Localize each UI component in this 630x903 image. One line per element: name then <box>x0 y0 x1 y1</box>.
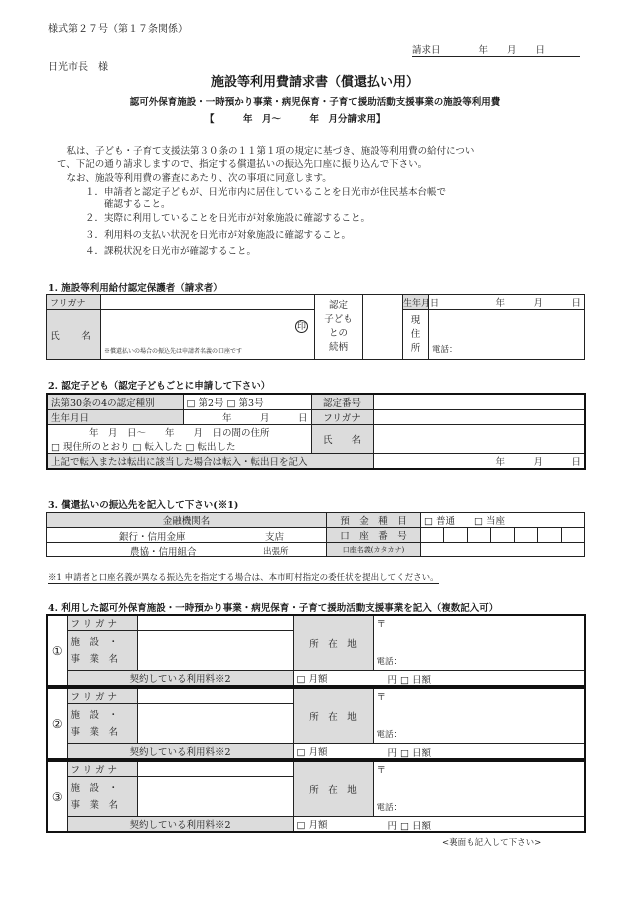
name-input[interactable] <box>101 310 315 360</box>
facility-table <box>46 614 586 687</box>
furigana-input[interactable] <box>101 295 315 310</box>
child-dob-input[interactable]: 年 月 日 <box>183 410 311 425</box>
bank-type-2: 農協・信用組合 <box>130 547 197 558</box>
child-dob-label: 生年月日 <box>47 410 183 425</box>
bank-footnote: ※1 申請者と口座名義が異なる振込先を指定する場合は、本市町村指定の委任状を提出してください。 <box>48 573 439 583</box>
seal-icon: 印 <box>296 322 306 332</box>
location-input[interactable] <box>373 761 585 817</box>
account-name-label: 口座名義(カタカナ) <box>327 543 421 557</box>
facility-number: ① <box>47 615 67 686</box>
facility-furigana-label: フリガナ <box>67 761 137 777</box>
child-furigana-input[interactable] <box>373 410 585 425</box>
account-no-input[interactable] <box>421 528 585 543</box>
facility-phone-label: 電話： <box>376 730 403 740</box>
facility-name-input[interactable] <box>137 704 293 744</box>
section3-heading: 3. 償還払いの振込先を記入して下さい(※1) <box>48 500 239 511</box>
facility-name-input[interactable] <box>137 777 293 817</box>
deposit-type-label: 預 金 種 目 <box>327 513 421 528</box>
request-date: 請求日 年 月 日 <box>412 42 580 57</box>
bank-type-1: 銀行・信用金庫 <box>119 532 186 543</box>
intro-line: て、下記の通り請求しますので、指定する償還払いの振込先口座に振り込んで下さい。 <box>57 159 428 170</box>
facility-furigana-label: フリガナ <box>67 615 137 631</box>
consent-item: ４．課税状況を日光市が確認すること。 <box>85 246 257 257</box>
relation-label: 認定 子ども との 続柄 <box>315 295 363 360</box>
child-name-input[interactable] <box>373 425 585 454</box>
intro-line: なお、施設等利用費の審査にあたり、次の事項に同意します。 <box>57 173 332 184</box>
facility-number: ② <box>47 688 67 759</box>
fee-monthly: □ 月額 <box>296 820 328 831</box>
branch-office-label: 出張所 <box>263 547 289 557</box>
location-input[interactable] <box>373 688 585 744</box>
cert-type-label: 法第30条の4の認定種別 <box>47 394 183 410</box>
fee-monthly-daily[interactable] <box>293 744 585 760</box>
deposit-type-options[interactable]: □ 普通 □ 当座 <box>421 513 585 528</box>
relation-input[interactable] <box>363 295 403 360</box>
consent-item: 確認すること。 <box>85 199 171 210</box>
facility-phone-label: 電話： <box>376 803 403 813</box>
consent-item: ２．実際に利用していることを日光市が対象施設に確認すること。 <box>85 213 371 224</box>
cert-no-input[interactable] <box>373 394 585 410</box>
fee-daily: 円 □ 日額 <box>387 821 432 832</box>
account-no-label: 口 座 番 号 <box>327 528 421 543</box>
bank-name-input[interactable] <box>47 528 327 543</box>
dob-label: 生年月日 <box>403 295 429 310</box>
addressee: 日光市長 様 <box>48 62 108 73</box>
fee-monthly: □ 月額 <box>296 747 328 758</box>
fee-label: 契約している利用料※2 <box>67 671 293 687</box>
address-label: 現 住 所 <box>403 310 429 360</box>
bank-table <box>46 512 585 557</box>
account-name-input[interactable] <box>421 543 585 557</box>
dob-input[interactable]: 年 月 日 <box>429 295 585 310</box>
facility-furigana-input[interactable] <box>137 761 293 777</box>
phone-label: 電話： <box>432 345 458 355</box>
section2-heading: 2. 認定子ども（認定子どもごとに申請して下さい） <box>48 381 271 392</box>
facility-name-input[interactable] <box>137 631 293 671</box>
child-table <box>46 393 586 470</box>
location-label: 所 在 地 <box>293 615 373 671</box>
facility-name-label: 施 設 ・ 事 業 名 <box>67 777 137 817</box>
location-label: 所 在 地 <box>293 688 373 744</box>
bank-name-input-2[interactable] <box>47 543 327 557</box>
move-date-input[interactable]: 年 月 日 <box>373 454 585 470</box>
facility-name-label: 施 設 ・ 事 業 名 <box>67 631 137 671</box>
fee-label: 契約している利用料※2 <box>67 817 293 833</box>
page-subtitle: 認可外保育施設・一時預かり事業・病児保育・子育て援助活動支援事業の施設等利用費 <box>129 97 501 108</box>
cert-type-options[interactable]: □ 第2号 □ 第3号 <box>183 394 311 410</box>
form-id: 様式第２７号（第１７条関係） <box>48 24 188 35</box>
facility-phone-label: 電話： <box>376 657 403 667</box>
consent-item: １．申請者と認定子どもが、日光市内に居住していることを日光市が住民基本台帳で <box>85 187 447 198</box>
page-title: 施設等利用費請求書（償還払い用） <box>210 75 419 90</box>
section1-heading: 1. 施設等利用給付認定保護者（請求者） <box>48 283 223 294</box>
facility-furigana-input[interactable] <box>137 615 293 631</box>
facility-furigana-input[interactable] <box>137 688 293 704</box>
guardian-table <box>46 294 585 360</box>
location-label: 所 在 地 <box>293 761 373 817</box>
name-note: ※償還払いの場合の振込先は申請者名義の口座です <box>104 348 243 355</box>
furigana-label: フリガナ <box>47 295 101 310</box>
address-options[interactable]: □ 現住所のとおり □ 転入した □ 転出した <box>47 439 311 454</box>
fee-monthly-daily[interactable] <box>293 671 585 687</box>
consent-item: ３．利用料の支払い状況を日光市が対象施設に確認すること。 <box>85 230 352 241</box>
fee-daily: 円 □ 日額 <box>387 748 432 759</box>
cert-no-label: 認定番号 <box>311 394 373 410</box>
child-name-label: 氏 名 <box>311 425 373 454</box>
facility-table <box>46 760 586 833</box>
back-note: <裏面も記入して下さい> <box>442 838 542 848</box>
postal-label: 〒 <box>376 619 387 630</box>
section4-heading: 4. 利用した認可外保育施設・一時預かり事業・病児保育・子育て援助活動支援事業を記入（複数記入可） <box>48 603 499 614</box>
fee-monthly: □ 月額 <box>296 674 328 685</box>
period-address-label: 年 月 日〜 年 月 日の間の住所 <box>47 425 311 440</box>
move-note: 上記で転入または転出に該当した場合は転入・転出日を記入 <box>47 454 373 470</box>
location-input[interactable] <box>373 615 585 671</box>
intro-line: 私は、子ども・子育て支援法第３０条の１１第１項の規定に基づき、施設等利用費の給付につい <box>57 146 475 157</box>
child-furigana-label: フリガナ <box>311 410 373 425</box>
branch-label: 支店 <box>265 532 285 543</box>
bank-name-label: 金融機関名 <box>47 513 327 528</box>
fee-monthly-daily[interactable] <box>293 817 585 833</box>
claim-period: 【 年 月〜 年 月分請求用】 <box>205 114 386 125</box>
fee-label: 契約している利用料※2 <box>67 744 293 760</box>
postal-label: 〒 <box>376 692 387 703</box>
facility-furigana-label: フリガナ <box>67 688 137 704</box>
facility-name-label: 施 設 ・ 事 業 名 <box>67 704 137 744</box>
address-input[interactable] <box>429 310 585 360</box>
postal-label: 〒 <box>376 765 387 776</box>
facility-table <box>46 687 586 760</box>
name-label: 氏 名 <box>47 310 101 360</box>
facility-number: ③ <box>47 761 67 832</box>
fee-daily: 円 □ 日額 <box>387 675 432 686</box>
